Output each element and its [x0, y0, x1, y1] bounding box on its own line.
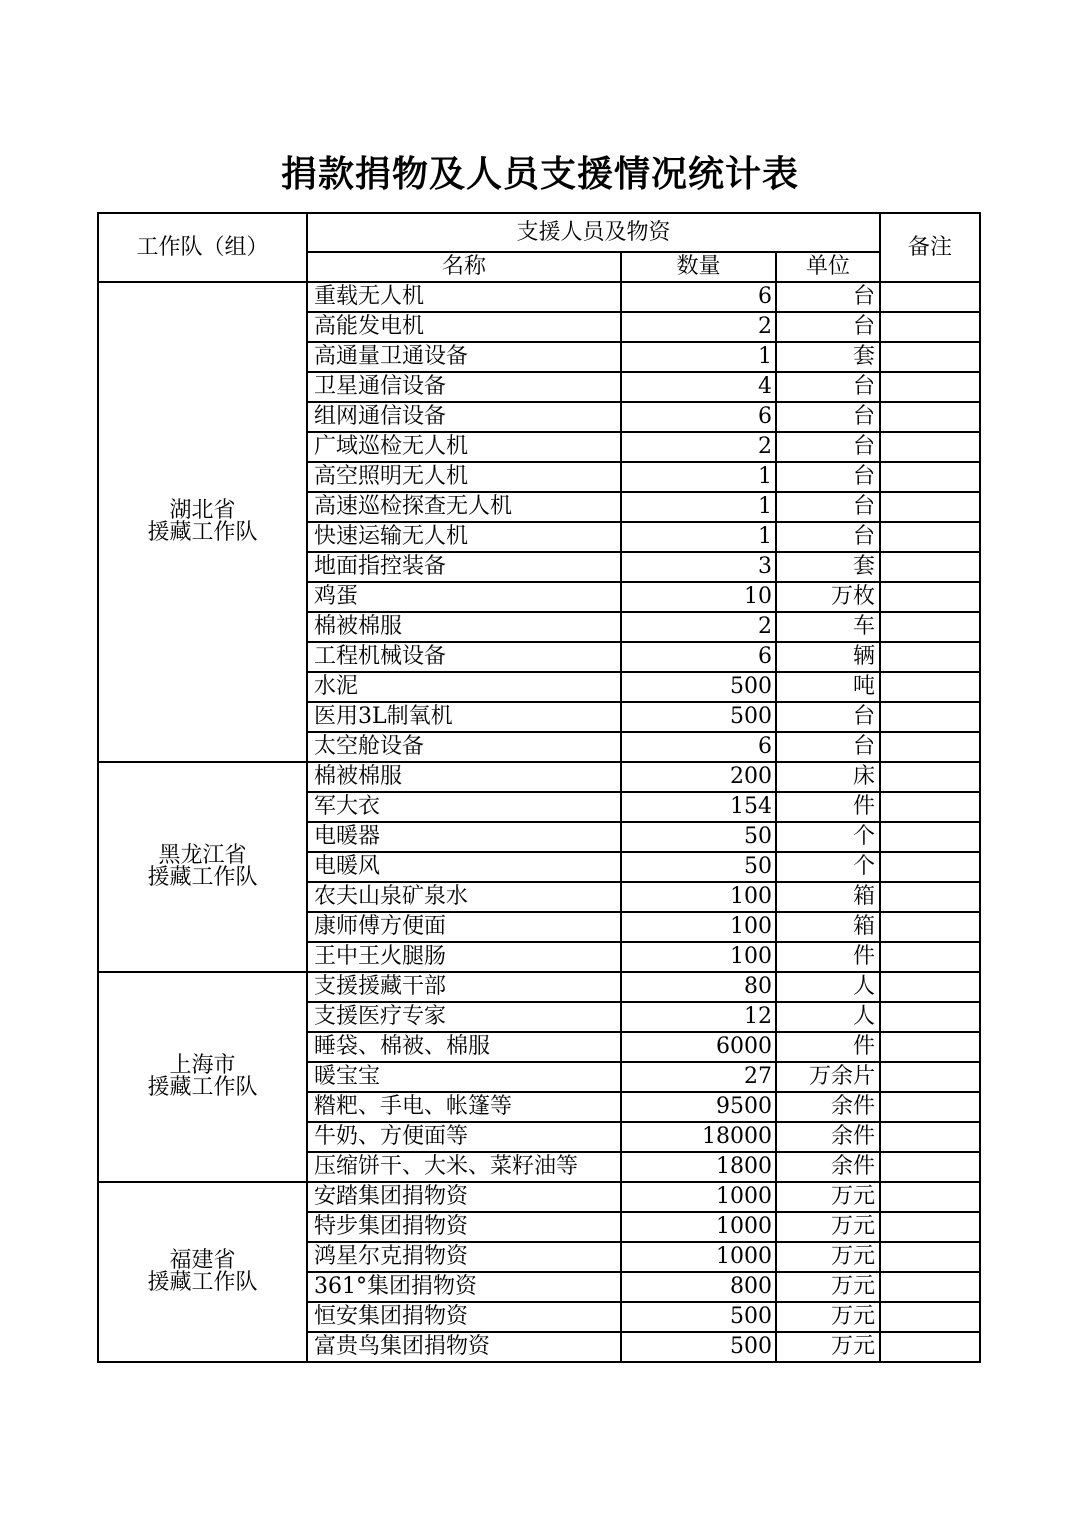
item-unit: 万枚: [776, 582, 880, 612]
item-quantity: 1: [621, 462, 776, 492]
item-name: 医用3L制氧机: [307, 702, 621, 732]
item-remark: [880, 882, 980, 912]
item-remark: [880, 1152, 980, 1182]
item-remark: [880, 372, 980, 402]
item-name: 恒安集团捐物资: [307, 1302, 621, 1332]
item-unit: 件: [776, 942, 880, 972]
item-unit: 台: [776, 522, 880, 552]
item-name: 康师傅方便面: [307, 912, 621, 942]
item-remark: [880, 672, 980, 702]
item-quantity: 1: [621, 342, 776, 372]
item-remark: [880, 582, 980, 612]
team-name: 上海市: [169, 1053, 236, 1078]
item-quantity: 2: [621, 432, 776, 462]
item-name: 棉被棉服: [307, 762, 621, 792]
item-quantity: 154: [621, 792, 776, 822]
team-cell: [98, 282, 307, 762]
item-unit: 人: [776, 1002, 880, 1032]
team-name: 福建省: [169, 1248, 236, 1273]
item-remark: [880, 432, 980, 462]
header-support: 支援人员及物资: [307, 213, 880, 252]
item-quantity: 10: [621, 582, 776, 612]
item-unit: 套: [776, 552, 880, 582]
item-remark: [880, 282, 980, 312]
item-name: 支援援藏干部: [307, 972, 621, 1002]
item-unit: 个: [776, 822, 880, 852]
item-unit: 万元: [776, 1212, 880, 1242]
item-name: 电暖器: [307, 822, 621, 852]
item-unit: 台: [776, 702, 880, 732]
team-name: 湖北省: [169, 498, 236, 523]
item-name: 王中王火腿肠: [307, 942, 621, 972]
item-remark: [880, 732, 980, 762]
item-name: 鸿星尔克捐物资: [307, 1242, 621, 1272]
item-name: 广域巡检无人机: [307, 432, 621, 462]
item-name: 地面指控装备: [307, 552, 621, 582]
item-unit: 床: [776, 762, 880, 792]
item-quantity: 500: [621, 702, 776, 732]
item-quantity: 1000: [621, 1182, 776, 1212]
header-unit: 单位: [776, 252, 880, 282]
item-unit: 万元: [776, 1182, 880, 1212]
team-type: 援藏工作队: [147, 865, 258, 890]
item-unit: 台: [776, 492, 880, 522]
team-name: 黑龙江省: [158, 843, 247, 868]
item-name: 牛奶、方便面等: [307, 1122, 621, 1152]
item-remark: [880, 1212, 980, 1242]
item-unit: 台: [776, 432, 880, 462]
header-remark: 备注: [880, 213, 980, 282]
team-cell: [98, 972, 307, 1182]
item-remark: [880, 1032, 980, 1062]
team-cell: [98, 762, 307, 972]
item-unit: 个: [776, 852, 880, 882]
item-quantity: 2: [621, 612, 776, 642]
item-quantity: 2: [621, 312, 776, 342]
team-type: 援藏工作队: [147, 1075, 258, 1100]
item-quantity: 50: [621, 822, 776, 852]
item-quantity: 500: [621, 1332, 776, 1362]
item-remark: [880, 1182, 980, 1212]
item-unit: 台: [776, 462, 880, 492]
item-remark: [880, 342, 980, 372]
item-unit: 箱: [776, 912, 880, 942]
item-name: 特步集团捐物资: [307, 1212, 621, 1242]
item-name: 361°集团捐物资: [307, 1272, 621, 1302]
item-remark: [880, 702, 980, 732]
item-unit: 台: [776, 282, 880, 312]
item-quantity: 50: [621, 852, 776, 882]
item-unit: 车: [776, 612, 880, 642]
item-quantity: 6: [621, 642, 776, 672]
item-name: 农夫山泉矿泉水: [307, 882, 621, 912]
item-quantity: 3: [621, 552, 776, 582]
statistics-table: [97, 212, 981, 1363]
item-remark: [880, 642, 980, 672]
table-row: [98, 972, 980, 1002]
item-quantity: 27: [621, 1062, 776, 1092]
item-name: 重载无人机: [307, 282, 621, 312]
item-remark: [880, 612, 980, 642]
item-quantity: 6000: [621, 1032, 776, 1062]
item-quantity: 18000: [621, 1122, 776, 1152]
item-remark: [880, 1002, 980, 1032]
item-quantity: 100: [621, 912, 776, 942]
team-cell: [98, 1182, 307, 1362]
item-quantity: 4: [621, 372, 776, 402]
item-quantity: 12: [621, 1002, 776, 1032]
header-name: 名称: [307, 252, 621, 282]
header-team: 工作队（组）: [98, 213, 307, 282]
page-title: 捐款捐物及人员支援情况统计表: [280, 154, 799, 195]
item-unit: 余件: [776, 1122, 880, 1152]
item-name: 水泥: [307, 672, 621, 702]
item-name: 鸡蛋: [307, 582, 621, 612]
item-remark: [880, 912, 980, 942]
item-name: 高速巡检探查无人机: [307, 492, 621, 522]
item-quantity: 500: [621, 672, 776, 702]
item-name: 高通量卫通设备: [307, 342, 621, 372]
item-unit: 余件: [776, 1092, 880, 1122]
item-remark: [880, 462, 980, 492]
item-unit: 万元: [776, 1302, 880, 1332]
item-quantity: 500: [621, 1302, 776, 1332]
item-name: 安踏集团捐物资: [307, 1182, 621, 1212]
item-quantity: 1800: [621, 1152, 776, 1182]
item-remark: [880, 1272, 980, 1302]
item-remark: [880, 1242, 980, 1272]
header-quantity: 数量: [621, 252, 776, 282]
item-name: 工程机械设备: [307, 642, 621, 672]
team-type: 援藏工作队: [147, 520, 258, 545]
item-name: 睡袋、棉被、棉服: [307, 1032, 621, 1062]
item-remark: [880, 1302, 980, 1332]
table-row: [98, 762, 980, 792]
item-remark: [880, 972, 980, 1002]
item-unit: 万元: [776, 1332, 880, 1362]
item-unit: 箱: [776, 882, 880, 912]
item-remark: [880, 312, 980, 342]
item-name: 高空照明无人机: [307, 462, 621, 492]
item-unit: 件: [776, 792, 880, 822]
item-remark: [880, 1062, 980, 1092]
item-unit: 件: [776, 1032, 880, 1062]
item-remark: [880, 762, 980, 792]
item-unit: 台: [776, 372, 880, 402]
item-remark: [880, 522, 980, 552]
item-unit: 台: [776, 732, 880, 762]
item-unit: 台: [776, 312, 880, 342]
item-remark: [880, 852, 980, 882]
item-unit: 台: [776, 402, 880, 432]
item-quantity: 1: [621, 492, 776, 522]
item-name: 太空舱设备: [307, 732, 621, 762]
item-name: 压缩饼干、大米、菜籽油等: [307, 1152, 621, 1182]
item-remark: [880, 792, 980, 822]
item-unit: 万元: [776, 1242, 880, 1272]
item-unit: 套: [776, 342, 880, 372]
item-name: 高能发电机: [307, 312, 621, 342]
item-unit: 余件: [776, 1152, 880, 1182]
item-quantity: 1: [621, 522, 776, 552]
item-name: 快速运输无人机: [307, 522, 621, 552]
item-name: 军大衣: [307, 792, 621, 822]
item-name: 组网通信设备: [307, 402, 621, 432]
item-name: 富贵鸟集团捐物资: [307, 1332, 621, 1362]
item-unit: 万余片: [776, 1062, 880, 1092]
table-row: [98, 282, 980, 312]
item-unit: 辆: [776, 642, 880, 672]
item-quantity: 6: [621, 282, 776, 312]
item-quantity: 6: [621, 732, 776, 762]
item-remark: [880, 1332, 980, 1362]
item-quantity: 80: [621, 972, 776, 1002]
item-quantity: 6: [621, 402, 776, 432]
item-name: 糌粑、手电、帐篷等: [307, 1092, 621, 1122]
item-quantity: 9500: [621, 1092, 776, 1122]
item-name: 支援医疗专家: [307, 1002, 621, 1032]
item-quantity: 100: [621, 942, 776, 972]
item-remark: [880, 822, 980, 852]
item-name: 电暖风: [307, 852, 621, 882]
item-remark: [880, 1122, 980, 1152]
item-unit: 吨: [776, 672, 880, 702]
item-quantity: 1000: [621, 1242, 776, 1272]
item-remark: [880, 552, 980, 582]
item-name: 棉被棉服: [307, 612, 621, 642]
item-remark: [880, 942, 980, 972]
item-quantity: 1000: [621, 1212, 776, 1242]
item-quantity: 100: [621, 882, 776, 912]
item-remark: [880, 402, 980, 432]
team-type: 援藏工作队: [147, 1270, 258, 1295]
table-row: [98, 1182, 980, 1212]
item-unit: 人: [776, 972, 880, 1002]
item-name: 卫星通信设备: [307, 372, 621, 402]
item-quantity: 800: [621, 1272, 776, 1302]
item-quantity: 200: [621, 762, 776, 792]
item-unit: 万元: [776, 1272, 880, 1302]
item-name: 暖宝宝: [307, 1062, 621, 1092]
item-remark: [880, 1092, 980, 1122]
item-remark: [880, 492, 980, 522]
